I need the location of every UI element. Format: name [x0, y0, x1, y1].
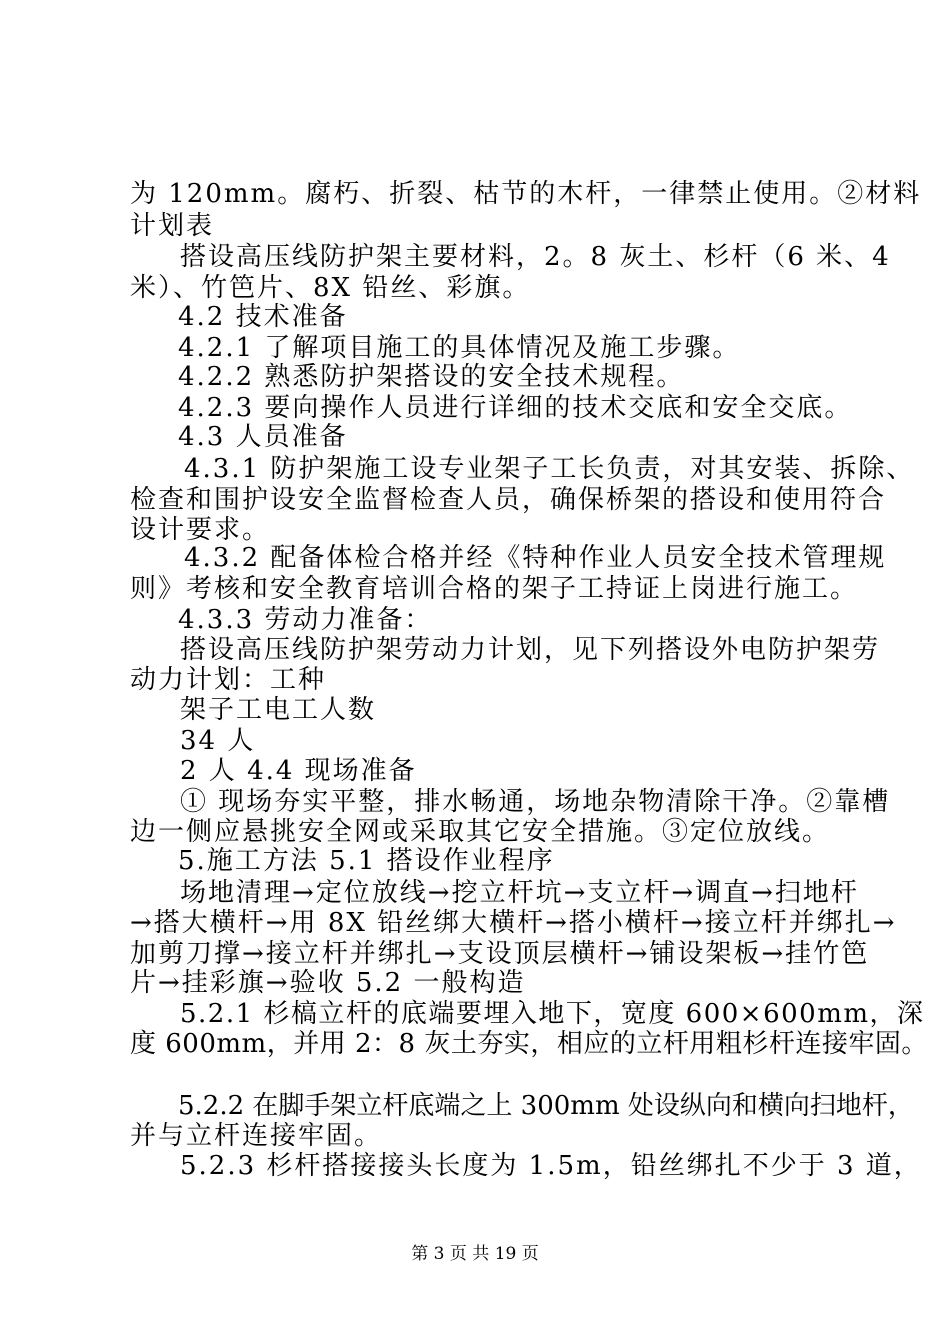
text-line: 并与立杆连接牢固。 [130, 1121, 383, 1151]
text-line: 34 人 [180, 726, 256, 756]
text-line: 计划表 [130, 211, 215, 241]
section-heading: 5.施工方法 5.1 搭设作业程序 [178, 846, 555, 876]
text-line: 5.2.1 杉槁立杆的底端要埋入地下，宽度 600×600mm，深 [180, 999, 925, 1029]
text-line: 4.2.2 熟悉防护架搭设的安全技术规程。 [178, 362, 685, 392]
text-line: 4.3.2 配备体检合格并经《特种作业人员安全技术管理规 [184, 543, 887, 573]
text-line: 设计要求。 [130, 515, 271, 545]
text-line: 4.3.3 劳动力准备： [178, 605, 433, 635]
text-line: 场地清理→定位放线→挖立杆坑→支立杆→调直→扫地杆 [180, 878, 859, 908]
text-line: 片→挂彩旗→验收 5.2 一般构造 [130, 968, 526, 998]
text-line: 搭设高压线防护架主要材料，2。8 灰土、杉杆（6 米、4 [180, 242, 891, 272]
text-line: 搭设高压线防护架劳动力计划，见下列搭设外电防护架劳 [180, 635, 881, 665]
text-line: 4.3.1 防护架施工设专业架子工长负责，对其安装、拆除、 [184, 454, 915, 484]
text-line: 检查和围护设安全监督检查人员，确保桥架的搭设和使用符合 [130, 485, 887, 515]
text-line: →搭大横杆→用 8X 铅丝绑大横杆→搭小横杆→接立杆并绑扎→ [130, 908, 897, 938]
text-line: 为 120mm。腐朽、折裂、枯节的木杆，一律禁止使用。②材料 [130, 179, 922, 209]
text-line: 动力计划：工种 [130, 665, 327, 695]
text-line: 加剪刀撑→接立杆并绑扎→支设顶层横杆→铺设架板→挂竹笆 [130, 939, 870, 969]
text-line: 则》考核和安全教育培训合格的架子工持证上岗进行施工。 [130, 574, 859, 604]
section-heading: 4.3 人员准备 [178, 422, 348, 452]
text-line: ① 现场夯实平整，排水畅通，场地杂物清除干净。②靠槽 [180, 787, 891, 817]
text-line: 米）、竹笆片、8X 铅丝、彩旗。 [130, 273, 531, 303]
text-line: 边一侧应悬挑安全网或采取其它安全措施。③定位放线。 [130, 817, 831, 847]
text-line: 度 600mm，并用 2：8 灰土夯实，相应的立杆用粗杉杆连接牢固。 [130, 1029, 928, 1059]
page-footer: 第 3 页 共 19 页 [411, 1244, 539, 1264]
text-line: 4.2.1 了解项目施工的具体情况及施工步骤。 [178, 333, 741, 363]
text-line: 5.2.2 在脚手架立杆底端之上 300mm 处设纵向和横向扫地杆， [178, 1091, 914, 1121]
text-line: 2 人 4.4 现场准备 [180, 756, 417, 786]
text-line: 5.2.3 杉杆搭接接头长度为 1.5m，铅丝绑扎不少于 3 道， [180, 1151, 922, 1181]
text-line: 架子工电工人数 [180, 695, 377, 725]
text-line: 4.2.3 要向操作人员进行详细的技术交底和安全交底。 [178, 393, 853, 423]
section-heading: 4.2 技术准备 [178, 302, 348, 332]
